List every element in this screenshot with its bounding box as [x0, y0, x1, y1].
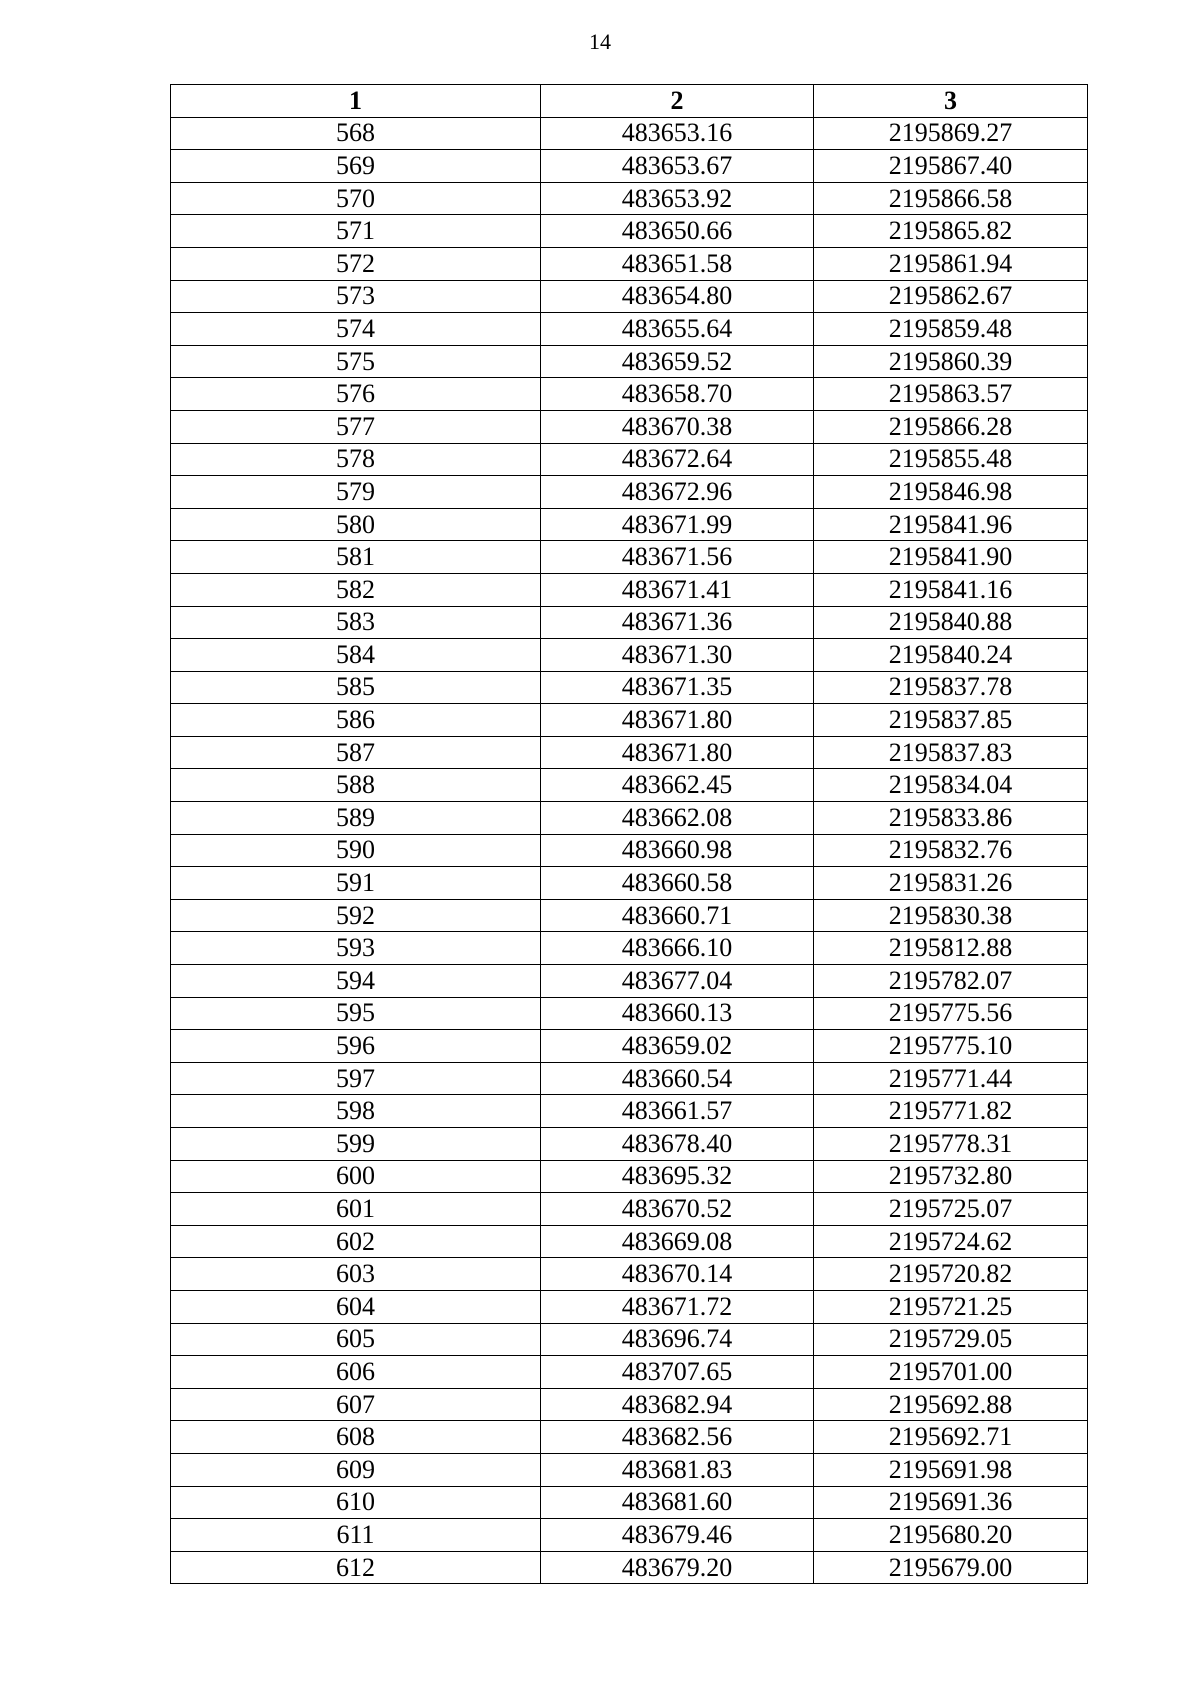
x-coordinate-cell: 483671.36	[541, 606, 814, 639]
header-row	[171, 85, 1088, 118]
coordinates-table	[170, 84, 1088, 1584]
x-coordinate-cell: 483677.04	[541, 965, 814, 998]
point-number-cell: 579	[171, 476, 541, 509]
point-number-cell: 592	[171, 899, 541, 932]
point-number-cell: 587	[171, 736, 541, 769]
y-coordinate-cell: 2195729.05	[814, 1323, 1088, 1356]
x-coordinate-cell: 483682.94	[541, 1388, 814, 1421]
y-coordinate-cell: 2195837.83	[814, 736, 1088, 769]
table-row	[171, 1095, 1088, 1128]
table-row	[171, 541, 1088, 574]
y-coordinate-cell: 2195680.20	[814, 1519, 1088, 1552]
point-number-cell: 584	[171, 639, 541, 672]
point-number-cell: 608	[171, 1421, 541, 1454]
point-number-cell: 603	[171, 1258, 541, 1291]
table-row	[171, 1225, 1088, 1258]
y-coordinate-cell: 2195771.44	[814, 1062, 1088, 1095]
x-coordinate-cell: 483671.99	[541, 508, 814, 541]
point-number-cell: 577	[171, 410, 541, 443]
point-number-cell: 595	[171, 997, 541, 1030]
point-number-cell: 590	[171, 834, 541, 867]
x-coordinate-cell: 483659.02	[541, 1030, 814, 1063]
point-number-cell: 569	[171, 150, 541, 183]
point-number-cell: 583	[171, 606, 541, 639]
table-row	[171, 1030, 1088, 1063]
point-number-cell: 581	[171, 541, 541, 574]
point-number-cell: 574	[171, 313, 541, 346]
point-number-cell: 578	[171, 443, 541, 476]
y-coordinate-cell: 2195701.00	[814, 1356, 1088, 1389]
x-coordinate-cell: 483650.66	[541, 215, 814, 248]
x-coordinate-cell: 483672.64	[541, 443, 814, 476]
x-coordinate-cell: 483659.52	[541, 345, 814, 378]
y-coordinate-cell: 2195837.78	[814, 671, 1088, 704]
y-coordinate-cell: 2195869.27	[814, 117, 1088, 150]
table-row	[171, 573, 1088, 606]
x-coordinate-cell: 483678.40	[541, 1128, 814, 1161]
table-row	[171, 932, 1088, 965]
y-coordinate-cell: 2195692.88	[814, 1388, 1088, 1421]
point-number-cell: 591	[171, 867, 541, 900]
table-row	[171, 1062, 1088, 1095]
x-coordinate-cell: 483662.08	[541, 802, 814, 835]
table-row	[171, 639, 1088, 672]
x-coordinate-cell: 483670.14	[541, 1258, 814, 1291]
point-number-cell: 588	[171, 769, 541, 802]
table-row	[171, 117, 1088, 150]
point-number-cell: 586	[171, 704, 541, 737]
point-number-cell: 599	[171, 1128, 541, 1161]
point-number-cell: 576	[171, 378, 541, 411]
x-coordinate-cell: 483660.98	[541, 834, 814, 867]
table-row	[171, 1258, 1088, 1291]
y-coordinate-cell: 2195724.62	[814, 1225, 1088, 1258]
table-row	[171, 899, 1088, 932]
table-row	[171, 1421, 1088, 1454]
table-row	[171, 606, 1088, 639]
x-coordinate-cell: 483679.20	[541, 1551, 814, 1584]
table-row	[171, 1160, 1088, 1193]
x-coordinate-cell: 483661.57	[541, 1095, 814, 1128]
x-coordinate-cell: 483660.71	[541, 899, 814, 932]
table-row	[171, 313, 1088, 346]
table-row	[171, 508, 1088, 541]
table-row	[171, 443, 1088, 476]
y-coordinate-cell: 2195861.94	[814, 247, 1088, 280]
point-number-cell: 597	[171, 1062, 541, 1095]
x-coordinate-cell: 483671.80	[541, 736, 814, 769]
table-row	[171, 1486, 1088, 1519]
y-coordinate-cell: 2195855.48	[814, 443, 1088, 476]
x-coordinate-cell: 483671.35	[541, 671, 814, 704]
point-number-cell: 604	[171, 1290, 541, 1323]
y-coordinate-cell: 2195837.85	[814, 704, 1088, 737]
y-coordinate-cell: 2195692.71	[814, 1421, 1088, 1454]
table-row	[171, 1193, 1088, 1226]
column-header-1: 1	[171, 85, 541, 118]
table-row	[171, 378, 1088, 411]
point-number-cell: 580	[171, 508, 541, 541]
y-coordinate-cell: 2195833.86	[814, 802, 1088, 835]
x-coordinate-cell: 483671.30	[541, 639, 814, 672]
x-coordinate-cell: 483653.92	[541, 182, 814, 215]
x-coordinate-cell: 483695.32	[541, 1160, 814, 1193]
x-coordinate-cell: 483666.10	[541, 932, 814, 965]
x-coordinate-cell: 483662.45	[541, 769, 814, 802]
x-coordinate-cell: 483671.41	[541, 573, 814, 606]
table-row	[171, 280, 1088, 313]
table-row	[171, 671, 1088, 704]
table-row	[171, 997, 1088, 1030]
y-coordinate-cell: 2195846.98	[814, 476, 1088, 509]
point-number-cell: 575	[171, 345, 541, 378]
y-coordinate-cell: 2195831.26	[814, 867, 1088, 900]
x-coordinate-cell: 483654.80	[541, 280, 814, 313]
point-number-cell: 585	[171, 671, 541, 704]
y-coordinate-cell: 2195771.82	[814, 1095, 1088, 1128]
y-coordinate-cell: 2195691.98	[814, 1453, 1088, 1486]
table-row	[171, 1323, 1088, 1356]
y-coordinate-cell: 2195812.88	[814, 932, 1088, 965]
y-coordinate-cell: 2195720.82	[814, 1258, 1088, 1291]
y-coordinate-cell: 2195867.40	[814, 150, 1088, 183]
x-coordinate-cell: 483653.67	[541, 150, 814, 183]
y-coordinate-cell: 2195862.67	[814, 280, 1088, 313]
point-number-cell: 568	[171, 117, 541, 150]
x-coordinate-cell: 483696.74	[541, 1323, 814, 1356]
y-coordinate-cell: 2195691.36	[814, 1486, 1088, 1519]
x-coordinate-cell: 483679.46	[541, 1519, 814, 1552]
column-header-2: 2	[541, 85, 814, 118]
table-row	[171, 736, 1088, 769]
table-row	[171, 1128, 1088, 1161]
table-row	[171, 1453, 1088, 1486]
y-coordinate-cell: 2195840.24	[814, 639, 1088, 672]
table-row	[171, 769, 1088, 802]
point-number-cell: 594	[171, 965, 541, 998]
y-coordinate-cell: 2195863.57	[814, 378, 1088, 411]
y-coordinate-cell: 2195840.88	[814, 606, 1088, 639]
point-number-cell: 610	[171, 1486, 541, 1519]
table-row	[171, 1290, 1088, 1323]
x-coordinate-cell: 483655.64	[541, 313, 814, 346]
table-row	[171, 1356, 1088, 1389]
table-row	[171, 410, 1088, 443]
table-row	[171, 834, 1088, 867]
x-coordinate-cell: 483653.16	[541, 117, 814, 150]
table-row	[171, 1519, 1088, 1552]
point-number-cell: 596	[171, 1030, 541, 1063]
y-coordinate-cell: 2195679.00	[814, 1551, 1088, 1584]
table-row	[171, 476, 1088, 509]
x-coordinate-cell: 483671.72	[541, 1290, 814, 1323]
y-coordinate-cell: 2195725.07	[814, 1193, 1088, 1226]
table-row	[171, 1551, 1088, 1584]
y-coordinate-cell: 2195866.28	[814, 410, 1088, 443]
x-coordinate-cell: 483660.13	[541, 997, 814, 1030]
x-coordinate-cell: 483671.80	[541, 704, 814, 737]
y-coordinate-cell: 2195732.80	[814, 1160, 1088, 1193]
point-number-cell: 607	[171, 1388, 541, 1421]
x-coordinate-cell: 483658.70	[541, 378, 814, 411]
x-coordinate-cell: 483660.54	[541, 1062, 814, 1095]
y-coordinate-cell: 2195832.76	[814, 834, 1088, 867]
y-coordinate-cell: 2195775.56	[814, 997, 1088, 1030]
x-coordinate-cell: 483672.96	[541, 476, 814, 509]
point-number-cell: 571	[171, 215, 541, 248]
point-number-cell: 606	[171, 1356, 541, 1389]
y-coordinate-cell: 2195778.31	[814, 1128, 1088, 1161]
point-number-cell: 589	[171, 802, 541, 835]
y-coordinate-cell: 2195830.38	[814, 899, 1088, 932]
y-coordinate-cell: 2195721.25	[814, 1290, 1088, 1323]
x-coordinate-cell: 483670.38	[541, 410, 814, 443]
table-row	[171, 247, 1088, 280]
y-coordinate-cell: 2195841.16	[814, 573, 1088, 606]
table-row	[171, 150, 1088, 183]
table-row	[171, 182, 1088, 215]
point-number-cell: 572	[171, 247, 541, 280]
table-row	[171, 345, 1088, 378]
point-number-cell: 605	[171, 1323, 541, 1356]
table-row	[171, 1388, 1088, 1421]
column-header-3: 3	[814, 85, 1088, 118]
y-coordinate-cell: 2195866.58	[814, 182, 1088, 215]
x-coordinate-cell: 483669.08	[541, 1225, 814, 1258]
y-coordinate-cell: 2195834.04	[814, 769, 1088, 802]
y-coordinate-cell: 2195782.07	[814, 965, 1088, 998]
point-number-cell: 570	[171, 182, 541, 215]
table-row	[171, 867, 1088, 900]
table-row	[171, 215, 1088, 248]
point-number-cell: 593	[171, 932, 541, 965]
y-coordinate-cell: 2195865.82	[814, 215, 1088, 248]
point-number-cell: 582	[171, 573, 541, 606]
table-row	[171, 802, 1088, 835]
table-body	[171, 117, 1088, 1584]
x-coordinate-cell: 483681.60	[541, 1486, 814, 1519]
y-coordinate-cell: 2195841.96	[814, 508, 1088, 541]
x-coordinate-cell: 483682.56	[541, 1421, 814, 1454]
point-number-cell: 602	[171, 1225, 541, 1258]
x-coordinate-cell: 483681.83	[541, 1453, 814, 1486]
y-coordinate-cell: 2195841.90	[814, 541, 1088, 574]
x-coordinate-cell: 483670.52	[541, 1193, 814, 1226]
table-header	[171, 85, 1088, 118]
x-coordinate-cell: 483671.56	[541, 541, 814, 574]
y-coordinate-cell: 2195859.48	[814, 313, 1088, 346]
point-number-cell: 573	[171, 280, 541, 313]
point-number-cell: 598	[171, 1095, 541, 1128]
point-number-cell: 600	[171, 1160, 541, 1193]
point-number-cell: 612	[171, 1551, 541, 1584]
point-number-cell: 601	[171, 1193, 541, 1226]
x-coordinate-cell: 483707.65	[541, 1356, 814, 1389]
y-coordinate-cell: 2195860.39	[814, 345, 1088, 378]
table-row	[171, 704, 1088, 737]
y-coordinate-cell: 2195775.10	[814, 1030, 1088, 1063]
table-row	[171, 965, 1088, 998]
x-coordinate-cell: 483651.58	[541, 247, 814, 280]
point-number-cell: 611	[171, 1519, 541, 1552]
x-coordinate-cell: 483660.58	[541, 867, 814, 900]
point-number-cell: 609	[171, 1453, 541, 1486]
page-number: 14	[589, 29, 611, 54]
